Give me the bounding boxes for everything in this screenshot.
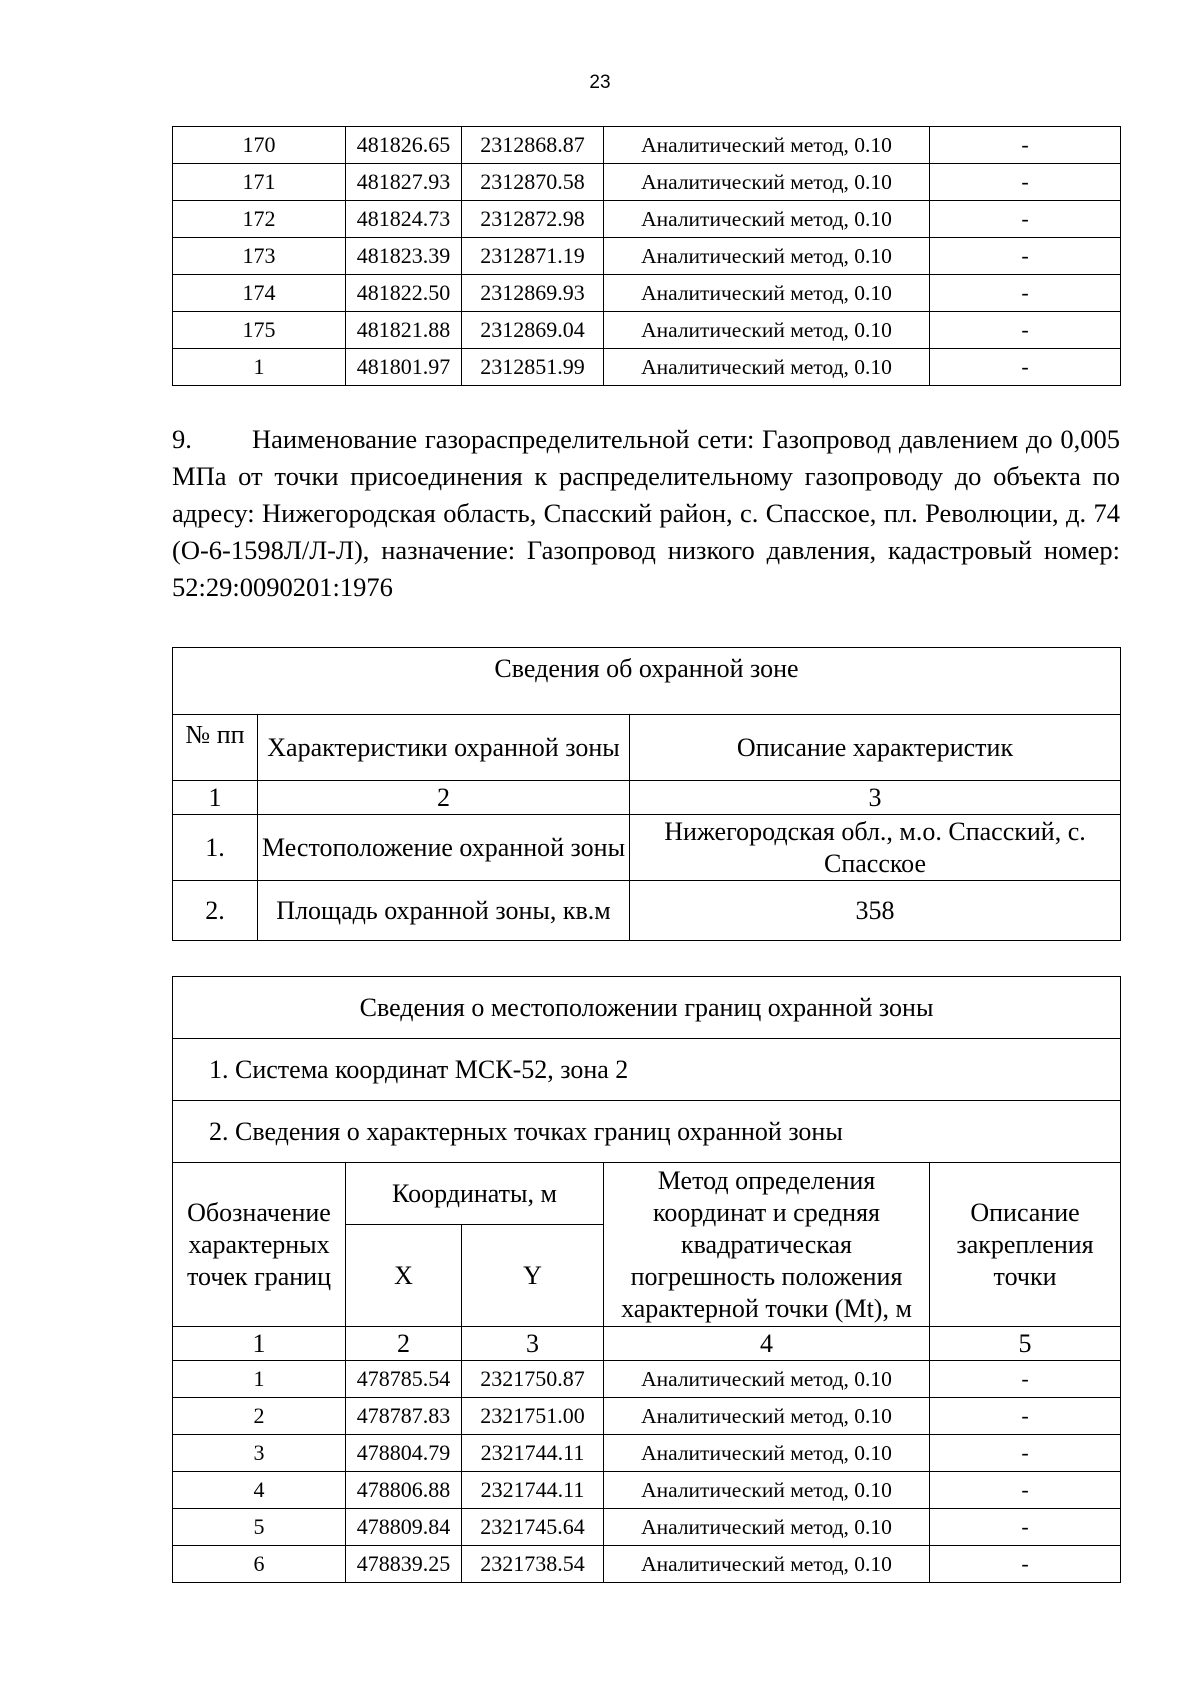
fixation-cell: - [930, 201, 1121, 238]
point-number: 2 [173, 1398, 346, 1435]
method-cell: Аналитический метод, 0.10 [604, 201, 930, 238]
row-number: 1. [173, 815, 258, 881]
coord-y: 2312870.58 [462, 164, 604, 201]
section-number: 9. [172, 424, 192, 454]
header-number: № пп [173, 715, 258, 781]
row-number: 2. [173, 881, 258, 941]
header-coordinates: Координаты, м [346, 1163, 604, 1225]
coord-x: 481824.73 [346, 201, 462, 238]
coord-x: 481822.50 [346, 275, 462, 312]
method-cell: Аналитический метод, 0.10 [604, 1472, 930, 1509]
table-row [173, 275, 1121, 312]
fixation-cell: - [930, 1472, 1121, 1509]
method-cell: Аналитический метод, 0.10 [604, 1398, 930, 1435]
coord-x: 481823.39 [346, 238, 462, 275]
fixation-cell: - [930, 1398, 1121, 1435]
table-row [173, 1435, 1121, 1472]
col-number: 1 [173, 1327, 346, 1361]
coord-x: 478785.54 [346, 1361, 462, 1398]
table-row [173, 164, 1121, 201]
point-number: 6 [173, 1546, 346, 1583]
point-number: 3 [173, 1435, 346, 1472]
coord-x: 481827.93 [346, 164, 462, 201]
method-cell: Аналитический метод, 0.10 [604, 127, 930, 164]
fixation-cell: - [930, 164, 1121, 201]
boundary-points-table [172, 976, 1121, 1583]
table-row [173, 1546, 1121, 1583]
row-name: Площадь охранной зоны, кв.м [258, 881, 630, 941]
coord-y: 2321751.00 [462, 1398, 604, 1435]
method-cell: Аналитический метод, 0.10 [604, 238, 930, 275]
fixation-cell: - [930, 1509, 1121, 1546]
header-fixation: Описание закрепления точки [930, 1163, 1121, 1327]
table-row [173, 1509, 1121, 1546]
method-cell: Аналитический метод, 0.10 [604, 1361, 930, 1398]
method-cell: Аналитический метод, 0.10 [604, 349, 930, 386]
method-cell: Аналитический метод, 0.10 [604, 275, 930, 312]
points-caption: 2. Сведения о характерных точках границ охранной зоны [173, 1101, 1121, 1163]
point-number: 1 [173, 349, 346, 386]
coordinates-table-continued [172, 126, 1121, 386]
col-number: 3 [462, 1327, 604, 1361]
point-number: 173 [173, 238, 346, 275]
row-value: 358 [630, 881, 1121, 941]
fixation-cell: - [930, 127, 1121, 164]
section-text: Наименование газораспределительной сети: Газопровод давлением до 0,005 МПа от точки присоединения к распределительному газопроводу до объекта по адресу: Нижегородская область, Спасский район, с. Спасское, пл. Революции, д. 74 (О-6-1598Л/Л-Л), назначение: Газопровод низкого давления, кадастровый номер: 52:29:0090201:1976 [172, 424, 1120, 602]
table-row [173, 1361, 1121, 1398]
header-characteristics: Характеристики охранной зоны [258, 715, 630, 781]
col-number: 5 [930, 1327, 1121, 1361]
coord-x: 478809.84 [346, 1509, 462, 1546]
header-description: Описание характеристик [630, 715, 1121, 781]
coord-y: 2321738.54 [462, 1546, 604, 1583]
fixation-cell: - [930, 238, 1121, 275]
coord-x: 478806.88 [346, 1472, 462, 1509]
table-row [173, 349, 1121, 386]
point-number: 171 [173, 164, 346, 201]
fixation-cell: - [930, 1546, 1121, 1583]
row-name: Местоположение охранной зоны [258, 815, 630, 881]
table-row [173, 238, 1121, 275]
point-number: 5 [173, 1509, 346, 1546]
fixation-cell: - [930, 275, 1121, 312]
coord-y: 2321750.87 [462, 1361, 604, 1398]
method-cell: Аналитический метод, 0.10 [604, 164, 930, 201]
bounds-table-title: Сведения о местоположении границ охранной зоны [173, 977, 1121, 1039]
coord-y: 2312872.98 [462, 201, 604, 238]
coord-x: 481821.88 [346, 312, 462, 349]
point-number: 174 [173, 275, 346, 312]
coord-x: 481801.97 [346, 349, 462, 386]
table-row [173, 312, 1121, 349]
coord-y: 2312869.93 [462, 275, 604, 312]
point-number: 172 [173, 201, 346, 238]
coord-y: 2312871.19 [462, 238, 604, 275]
table-row [173, 127, 1121, 164]
coordinate-system: 1. Система координат МСК-52, зона 2 [173, 1039, 1121, 1101]
table-row [173, 201, 1121, 238]
coord-x: 478804.79 [346, 1435, 462, 1472]
coord-y: 2312868.87 [462, 127, 604, 164]
point-number: 4 [173, 1472, 346, 1509]
page-number: 23 [589, 72, 611, 93]
point-number: 170 [173, 127, 346, 164]
coord-y: 2321744.11 [462, 1472, 604, 1509]
header-method: Метод определения координат и средняя квадратическая погрешность положения характерной точки (Mt), м [604, 1163, 930, 1327]
method-cell: Аналитический метод, 0.10 [604, 1435, 930, 1472]
coord-y: 2312869.04 [462, 312, 604, 349]
zone-table-title: Сведения об охранной зоне [173, 648, 1121, 715]
section-9-paragraph [172, 421, 1120, 606]
point-number: 175 [173, 312, 346, 349]
coord-x: 478787.83 [346, 1398, 462, 1435]
fixation-cell: - [930, 312, 1121, 349]
coord-x: 478839.25 [346, 1546, 462, 1583]
coord-y: 2321745.64 [462, 1509, 604, 1546]
col-number: 2 [346, 1327, 462, 1361]
method-cell: Аналитический метод, 0.10 [604, 312, 930, 349]
point-number: 1 [173, 1361, 346, 1398]
protection-zone-table [172, 647, 1121, 941]
coord-y: 2321744.11 [462, 1435, 604, 1472]
header-designation: Обозначение характерных точек границ [173, 1163, 346, 1327]
method-cell: Аналитический метод, 0.10 [604, 1546, 930, 1583]
col-number: 3 [630, 781, 1121, 815]
header-x: X [346, 1225, 462, 1327]
fixation-cell: - [930, 1435, 1121, 1472]
row-value: Нижегородская обл., м.о. Спасский, с. Спасское [630, 815, 1121, 881]
col-number: 4 [604, 1327, 930, 1361]
method-cell: Аналитический метод, 0.10 [604, 1509, 930, 1546]
coord-y: 2312851.99 [462, 349, 604, 386]
table-row [173, 1398, 1121, 1435]
fixation-cell: - [930, 349, 1121, 386]
col-number: 2 [258, 781, 630, 815]
header-y: Y [462, 1225, 604, 1327]
table-row [173, 1472, 1121, 1509]
col-number: 1 [173, 781, 258, 815]
fixation-cell: - [930, 1361, 1121, 1398]
coord-x: 481826.65 [346, 127, 462, 164]
